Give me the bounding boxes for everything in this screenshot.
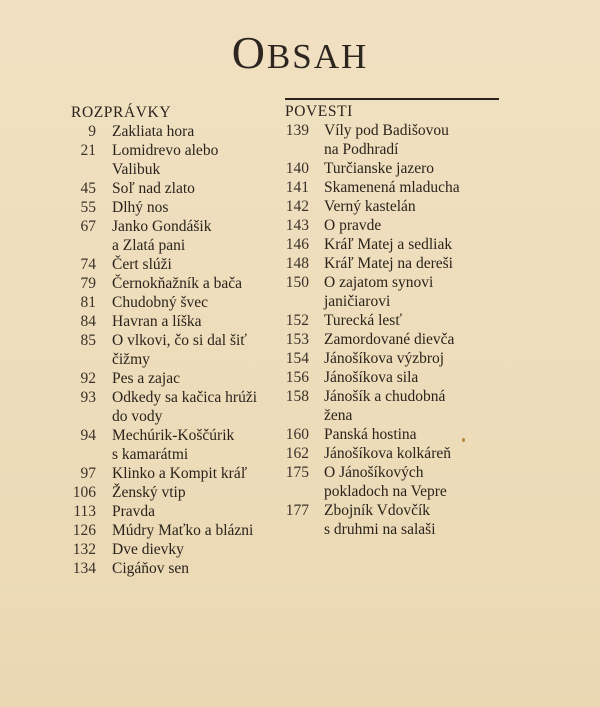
povesti-heading: POVESTI <box>285 98 499 121</box>
toc-entry <box>285 121 500 159</box>
povesti-column <box>285 104 500 539</box>
entry-title: Jánošíkova výzbroj <box>324 350 445 367</box>
toc-entry <box>70 521 270 540</box>
entry-title: O Jánošíkových pokladoch na Vepre <box>324 464 447 500</box>
entry-title: Mechúrik-Koščúrik s kamarátmi <box>112 427 235 463</box>
toc-entry <box>70 464 270 483</box>
toc-entry <box>70 217 270 255</box>
toc-entry <box>285 463 500 501</box>
toc-entry <box>285 178 500 197</box>
page-number: 106 <box>72 484 96 501</box>
page-number: 9 <box>88 123 96 140</box>
toc-entry <box>285 235 500 254</box>
page-number: 21 <box>80 142 96 159</box>
entry-title: Cigáňov sen <box>112 560 190 577</box>
toc-entry <box>70 388 270 426</box>
page-number: 74 <box>80 256 96 273</box>
toc-entry <box>70 502 270 521</box>
entry-title: Turčianske jazero <box>324 160 435 177</box>
entry-title: Turecká lesť <box>324 312 402 329</box>
toc-entry <box>70 559 270 578</box>
toc-entry <box>70 331 270 369</box>
toc-entry <box>285 387 500 425</box>
entry-title: Odkedy sa kačica hrúži do vody <box>112 389 258 425</box>
toc-entry <box>70 369 270 388</box>
page-number: 150 <box>285 274 309 291</box>
entry-title: Černokňažník a bača <box>112 275 242 292</box>
entry-title: Zamordované dievča <box>324 331 455 348</box>
toc-entry <box>70 141 270 179</box>
page-number: 84 <box>80 313 96 330</box>
page-number: 139 <box>285 122 309 139</box>
entry-title: Skamenená mladucha <box>324 179 460 196</box>
rozpravky-list <box>70 122 270 578</box>
rozpravky-column <box>70 104 270 578</box>
toc-entry <box>70 255 270 274</box>
entry-title: Dlhý nos <box>112 199 169 216</box>
rozpravky-heading: ROZPRÁVKY <box>71 104 172 121</box>
toc-entry <box>70 293 270 312</box>
toc-entry <box>285 444 500 463</box>
page-number: 85 <box>80 332 96 349</box>
entry-title: Zbojník Vdovčík s druhmi na salaši <box>324 502 436 538</box>
toc-entry <box>285 159 500 178</box>
toc-entry <box>70 312 270 331</box>
toc-entry <box>285 273 500 311</box>
entry-title: O vlkovi, čo si dal šiť čižmy <box>112 332 247 368</box>
entry-title: Klinko a Kompit kráľ <box>112 465 248 482</box>
entry-title: Jánošík a chudobná žena <box>324 388 446 424</box>
toc-entry <box>285 349 500 368</box>
page-number: 162 <box>285 445 309 462</box>
toc-entry <box>285 368 500 387</box>
page-number: 158 <box>285 388 309 405</box>
entry-title: Pravda <box>112 503 156 520</box>
entry-title: Panská hostina <box>324 426 417 443</box>
page-number: 152 <box>285 312 309 329</box>
entry-title: Dve dievky <box>112 541 184 558</box>
page-number: 146 <box>285 236 309 253</box>
page-number: 45 <box>80 180 96 197</box>
entry-title: Pes a zajac <box>112 370 180 387</box>
page-number: 94 <box>80 427 96 444</box>
title-rest: BSAH <box>266 37 369 76</box>
entry-title: Ženský vtip <box>112 484 186 501</box>
page-number: 134 <box>72 560 96 577</box>
toc-entry <box>285 330 500 349</box>
entry-title: Lomidrevo alebo Valibuk <box>112 142 219 178</box>
title-initial: O <box>231 27 267 78</box>
entry-title: Janko Gondášik a Zlatá pani <box>112 218 212 254</box>
toc-entry <box>70 540 270 559</box>
toc-entry <box>70 274 270 293</box>
toc-entry <box>70 198 270 217</box>
page-number: 132 <box>72 541 96 558</box>
entry-title: Víly pod Badišovou na Podhradí <box>324 122 449 158</box>
page-number: 154 <box>285 350 309 367</box>
entry-title: Verný kastelán <box>324 198 416 215</box>
entry-title: Jánošíkova kolkáreň <box>324 445 451 462</box>
entry-title: Čert slúži <box>112 256 172 273</box>
page-number: 113 <box>73 503 96 520</box>
page-number: 148 <box>285 255 309 272</box>
page-number: 81 <box>80 294 96 311</box>
page-number: 140 <box>285 160 309 177</box>
toc-entry <box>70 426 270 464</box>
entry-title: Havran a líška <box>112 313 202 330</box>
entry-title: Múdry Maťko a blázni <box>112 522 254 539</box>
entry-title: O pravde <box>324 217 382 234</box>
toc-entry <box>285 216 500 235</box>
toc-entry <box>285 311 500 330</box>
page-number: 93 <box>80 389 96 406</box>
page-number: 67 <box>80 218 96 235</box>
toc-entry <box>70 122 270 141</box>
page-number: 142 <box>285 198 309 215</box>
page-number: 92 <box>80 370 96 387</box>
page-number: 97 <box>80 465 96 482</box>
paper-speck <box>462 438 465 442</box>
entry-title: Kráľ Matej na dereši <box>324 255 453 272</box>
page-number: 160 <box>285 426 309 443</box>
toc-entry <box>285 425 500 444</box>
page-number: 153 <box>285 331 309 348</box>
page-number: 177 <box>285 502 309 519</box>
page-number: 55 <box>80 199 96 216</box>
toc-entry <box>285 197 500 216</box>
page-number: 126 <box>72 522 96 539</box>
page-number: 156 <box>285 369 309 386</box>
toc-entry <box>70 483 270 502</box>
entry-title: Zakliata hora <box>112 123 195 140</box>
entry-title: Chudobný švec <box>112 294 209 311</box>
page-number: 141 <box>285 179 309 196</box>
page-number: 175 <box>285 464 309 481</box>
toc-entry <box>285 254 500 273</box>
entry-title: O zajatom synovi janičiarovi <box>324 274 434 310</box>
page-number: 143 <box>285 217 309 234</box>
toc-entry <box>70 179 270 198</box>
toc-entry <box>285 501 500 539</box>
page-number: 79 <box>80 275 96 292</box>
page-title <box>0 27 600 78</box>
entry-title: Kráľ Matej a sedliak <box>324 236 453 253</box>
entry-title: Jánošíkova sila <box>324 369 419 386</box>
povesti-list <box>285 121 500 539</box>
entry-title: Soľ nad zlato <box>112 180 195 197</box>
